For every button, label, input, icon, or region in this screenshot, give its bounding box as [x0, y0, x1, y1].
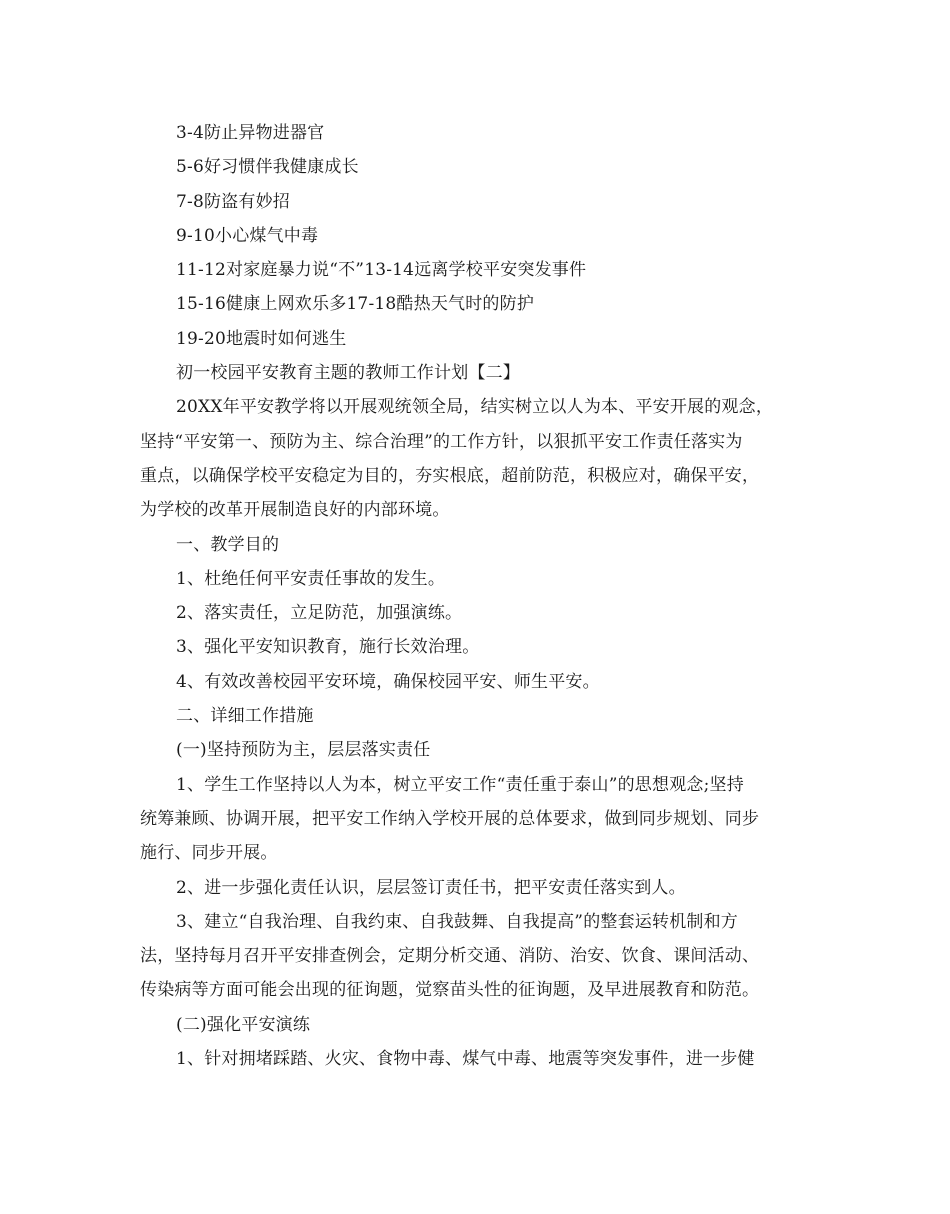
section-one-title: 一、教学目的 — [176, 534, 280, 555]
section-heading: 初一校园平安教育主题的教师工作计划【二】 — [176, 363, 520, 384]
paragraph-line: 为学校的改革开展制造良好的内部环境。 — [140, 500, 450, 521]
paragraph-line: 统筹兼顾、协调开展，把平安工作纳入学校开展的总体要求，做到同步规划、同步 — [140, 808, 760, 829]
list-item: 15-16健康上网欢乐多17-18酷热天气时的防护 — [176, 294, 535, 315]
paragraph-line: 坚持“平安第一、预防为主、综合治理”的工作方针，以狠抓平安工作责任落实为 — [140, 431, 743, 452]
goal-item: 4、有效改善校园平安环境，确保校园平安、师生平安。 — [176, 671, 600, 692]
list-item: 19-20地震时如何逃生 — [176, 328, 347, 349]
list-item: 11-12对家庭暴力说“不”13-14远离学校平安突发事件 — [176, 260, 587, 281]
paragraph-line: 重点，以确保学校平安稳定为目的，夯实根底，超前防范，积极应对，确保平安， — [140, 465, 760, 486]
goal-item: 1、杜绝任何平安责任事故的发生。 — [176, 568, 446, 589]
paragraph-line: 传染病等方面可能会出现的征询题，觉察苗头性的征询题，及早进展教育和防范。 — [140, 980, 760, 1001]
paragraph-line: 施行、同步开展。 — [140, 843, 278, 864]
paragraph-line: 2、进一步强化责任认识，层层签订责任书，把平安责任落实到人。 — [176, 877, 686, 898]
paragraph-line: 1、学生工作坚持以人为本，树立平安工作“责任重于泰山”的思想观念;坚持 — [176, 774, 744, 795]
subsection-one-title: (一)坚持预防为主，层层落实责任 — [176, 740, 431, 761]
list-item: 5-6好习惯伴我健康成长 — [176, 157, 359, 178]
subsection-two-title: (二)强化平安演练 — [176, 1014, 311, 1035]
goal-item: 2、落实责任，立足防范，加强演练。 — [176, 603, 463, 624]
paragraph-line: 法，坚持每月召开平安排查例会，定期分析交通、消防、治安、饮食、课间活动、 — [140, 946, 760, 967]
section-two-title: 二、详细工作措施 — [176, 706, 314, 727]
paragraph-line: 3、建立“自我治理、自我约束、自我鼓舞、自我提高”的整套运转机制和方 — [176, 911, 738, 932]
list-item: 3-4防止异物进器官 — [176, 123, 325, 143]
goal-item: 3、强化平安知识教育，施行长效治理。 — [176, 637, 480, 658]
paragraph-line: 20XX年平安教学将以开展观统领全局，结实树立以人为本、平安开展的观念， — [176, 397, 774, 418]
document-body — [140, 116, 830, 1076]
list-item: 7-8防盗有妙招 — [176, 191, 290, 212]
paragraph-line: 1、针对拥堵踩踏、火灾、食物中毒、煤气中毒、地震等突发事件，进一步健 — [176, 1049, 755, 1070]
list-item: 9-10小心煤气中毒 — [176, 225, 319, 246]
